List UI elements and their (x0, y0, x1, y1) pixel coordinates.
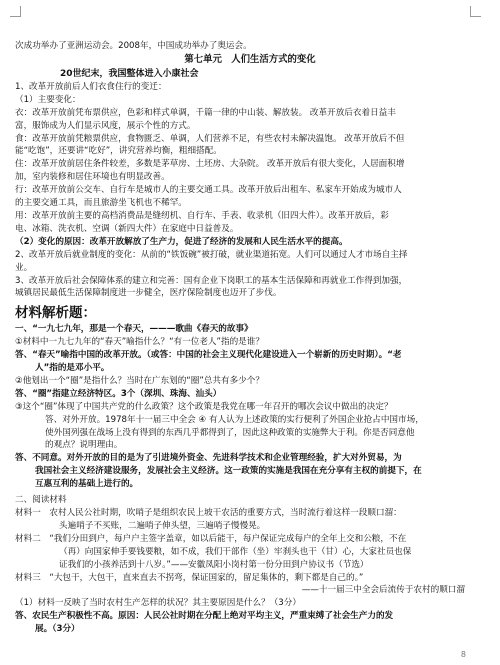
text-line: （1）材料一反映了当时农村生产怎样的状况？其主要原因是什么？（3分） (15, 598, 301, 609)
text-line: 能“吃饱”，还要讲“吃好”，讲究营养均衡，粗细搭配。 (15, 146, 222, 157)
text-line: 食：改革开放前凭粮票供应，食物匮乏、单调，人们营养不足，有些农村未解决温饱。 改革开放后不但 (15, 133, 405, 144)
question-2 (15, 494, 485, 636)
page-number: 8 (460, 650, 466, 659)
text-line: 材料三 “大包干，大包干，直来直去不拐弯，保证国家的，留足集体的，剩下都是自己的。” (15, 572, 364, 583)
crop-mark-top-left (10, 6, 21, 17)
text-line: 一、“一九七九年，那是一个春天，———歌曲《春天的故事》 (15, 324, 253, 335)
text-line: 证我们的小孩养活到十八岁。”——安徽凤阳小岗村第一份分田到户协议书（节选） (59, 559, 369, 570)
text-line: ——十一届三中全会后流传于农村的顺口溜 (301, 585, 465, 596)
text-line: 答、“圈”指建立经济特区。3个（深圳、珠海、汕头） (15, 388, 222, 399)
text-line: 人”指的是邓小平。 (35, 363, 110, 374)
page-content (15, 40, 485, 636)
section-2-3 (15, 249, 485, 301)
text-line: 答、不同意。对外开放的目的是为了引进境外资金、先进科学技术和企业管理经验，扩大对外贸易，为 (15, 453, 402, 464)
text-line: 使外国列强在战场上没有得到的东西几乎都得到了，因此这种政策的实施弊大于利。你是否同意他 (45, 427, 415, 438)
text-line: 的主要交通工具，而且旅游坐飞机也不稀罕。 (15, 198, 187, 209)
text-line: 3、改革开放后社会保障体系的建立和完善：国有企业下岗职工的基本生活保障和再就业工作得到加强， (15, 275, 408, 286)
text-line: 互惠互利的基础上进行的。 (35, 479, 139, 490)
crop-mark-top-right (470, 6, 481, 17)
text-line: 展。（3分） (35, 624, 80, 635)
text-line: 材料二 “我们分田到户，每户户主签字盖章，如以后能干，每户保证完成每户的全年上交和公粮，不在 (15, 533, 407, 544)
text-line: 答、农民生产积极性不高。原因：人民公社时期在分配上绝对平均主义，严重束缚了社会生产力的发 (15, 611, 394, 622)
text-line: 业。 (15, 262, 33, 273)
text-line: ①材料中一九七九年的“春天”喻指什么？“有一位老人”指的是谁？ (15, 337, 264, 348)
text-line: 行：改革开放前公交车、自行车是城市人的主要交通工具。改革开放后出租车、私家车开始成为城市人 (15, 185, 402, 196)
text-line: 2、改革开放后就业制度的变化：从前的“铁饭碗”被打破，就业渠道拓宽。人们可以通过人才市场自主择 (15, 249, 408, 260)
text-line: 答、“春天”喻指中国的改革开放。（或答：中国的社会主义现代化建设进入一个崭新的历史时期）。“老 (15, 350, 402, 361)
analysis-title: 材料解析题： (15, 305, 96, 322)
change-reason: （2）变化的原因：改革开放解放了生产力，促进了经济的发展和人民生活水平的提高。 (15, 236, 348, 247)
text-line: 用：改革开放前主要的高档消费品是缝纫机、自行车、手表、收录机（旧四大件）。改革开放后，彩 (15, 210, 389, 221)
text-line: 富，服饰成为人们显示风度，展示个性的方式。 (15, 120, 196, 131)
text-line: 1、改革开放前后人们衣食住行的变迁： (15, 81, 167, 92)
text-line: 头遍哨子不买账，二遍哨子伸头望，三遍哨子慢慢晃。 (59, 520, 266, 531)
text-line: 材料一 农村人民公社时期，吹哨子是组织农民上坡干农活的重要方式，当时流行着这样一段顺口溜： (15, 508, 402, 518)
text-line: 次成功举办了亚洲运动会。2008年，中国成功举办了奥运会。 (15, 41, 252, 51)
section-subtitle: 20世纪末，我国整体进入小康社会 (60, 68, 199, 79)
section-1 (15, 81, 485, 249)
text-line: 城镇居民最低生活保障制度进一步健全，医疗保险制度也迈开了步伐。 (15, 288, 282, 299)
text-line: 的观点？说明理由。 (45, 440, 123, 451)
text-line: 我国社会主义经济建设服务，发展社会主义经济。这一政策的实施是我国在充分享有主权的前提下，在 (35, 466, 422, 477)
text-line: （1）主要变化： (15, 94, 81, 105)
text-line: 电、冰箱、洗衣机、空调（新四大件）在家庭中日益普及。 (15, 223, 239, 234)
text-line: 衣：改革开放前凭布票供应，色彩和样式单调，千篇一律的中山装、解放装。 改革开放后衣着日益丰 (15, 107, 396, 118)
text-line: （再）向国家伸手要钱要粮，如不成，我们干部作（坐）牢刹头也干（甘）心，大家社员也保 (59, 546, 412, 557)
text-line: 加，室内装修和居住环境也有明显改善。 (15, 172, 170, 183)
question-1 (15, 323, 485, 491)
unit-title: 第七单元 人们生活方式的变化 (184, 53, 316, 65)
text-line: ②他划出一个“圈”是指什么？当时在广东划的“圈”总共有多少个？ (15, 375, 264, 386)
text-line: ③这个“圈”体现了中国共产党的什么政策？这个政策是我党在哪一年召开的哪次会议中做出的决定？ (15, 401, 393, 412)
text-line: 住：改革开放前居住条件较差，多数是茅草房、土坯房、大杂院。 改革开放后有很大变化，人居面积增 (15, 159, 405, 170)
text-line: 二、阅读材料 (15, 495, 67, 506)
text-line: 答、对外开放。1978年十一届三中全会 ④ 有人认为上述政策的实行便利了外国企业抢占中国市场， (45, 414, 424, 425)
